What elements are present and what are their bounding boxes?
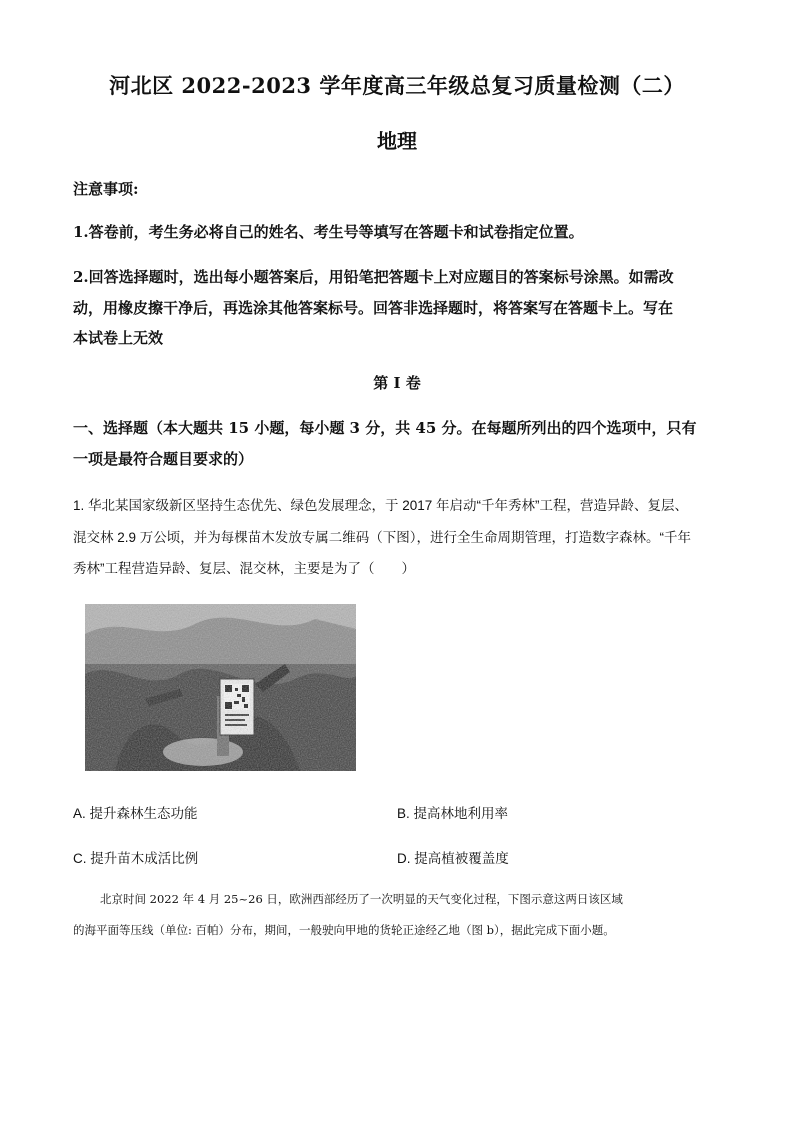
exam-title: 河北区 2022-2023 学年度高三年级总复习质量检测（二） bbox=[109, 73, 685, 98]
question-1-line-1: 1. 华北某国家级新区坚持生态优先、绿色发展理念，于 2017 年启动“千年秀林”工程，营造异龄、复层、 bbox=[73, 498, 689, 513]
section-heading-line-2: 一项是最符合题目要求的） bbox=[73, 450, 254, 468]
passage-line-2: 的海平面等压线（单位: 百帕）分布，期间，一般驶向甲地的货轮正途经乙地（图 b），据此完成下面小题。 bbox=[73, 923, 615, 937]
notice-item-1: 1.答卷前，考生务必将自己的姓名、考生号等填写在答题卡和试卷指定位置。 bbox=[73, 223, 584, 241]
forest-qr-code-photo bbox=[85, 604, 356, 771]
section-heading-line-1: 一、选择题（本大题共 15 小题，每小题 3 分，共 45 分。在每题所列出的四个选项中，只有 bbox=[73, 419, 697, 437]
notice-heading: 注意事项: bbox=[73, 180, 139, 198]
option-d: D. 提高植被覆盖度 bbox=[397, 851, 509, 866]
forest-photo-illustration bbox=[85, 604, 356, 771]
notice-item-2-line-3: 本试卷上无效 bbox=[73, 329, 164, 347]
notice-item-2-line-2: 动，用橡皮擦干净后，再选涂其他答案标号。回答非选择题时，将答案写在答题卡上。写在 bbox=[73, 299, 674, 317]
option-c: C. 提升苗木成活比例 bbox=[73, 851, 199, 866]
subject-title: 地理 bbox=[377, 129, 417, 153]
option-a: A. 提升森林生态功能 bbox=[73, 806, 198, 821]
passage-line-1: 北京时间 2022 年 4 月 25~26 日，欧洲西部经历了一次明显的天气变化过程，下图示意这两日该区域 bbox=[100, 892, 623, 906]
option-b: B. 提高林地利用率 bbox=[397, 806, 509, 821]
question-1-line-2: 混交林 2.9 万公顷，并为每棵苗木发放专属二维码（下图），进行全生命周期管理，打造数字森林。“千年 bbox=[73, 530, 692, 545]
volume-label: 第 I 卷 bbox=[373, 374, 421, 392]
notice-item-2-line-1: 2.回答选择题时，选出每小题答案后，用铅笔把答题卡上对应题目的答案标号涂黑。如需改 bbox=[73, 268, 674, 286]
question-1-line-3: 秀林”工程营造异龄、复层、混交林，主要是为了（ ） bbox=[73, 561, 415, 576]
